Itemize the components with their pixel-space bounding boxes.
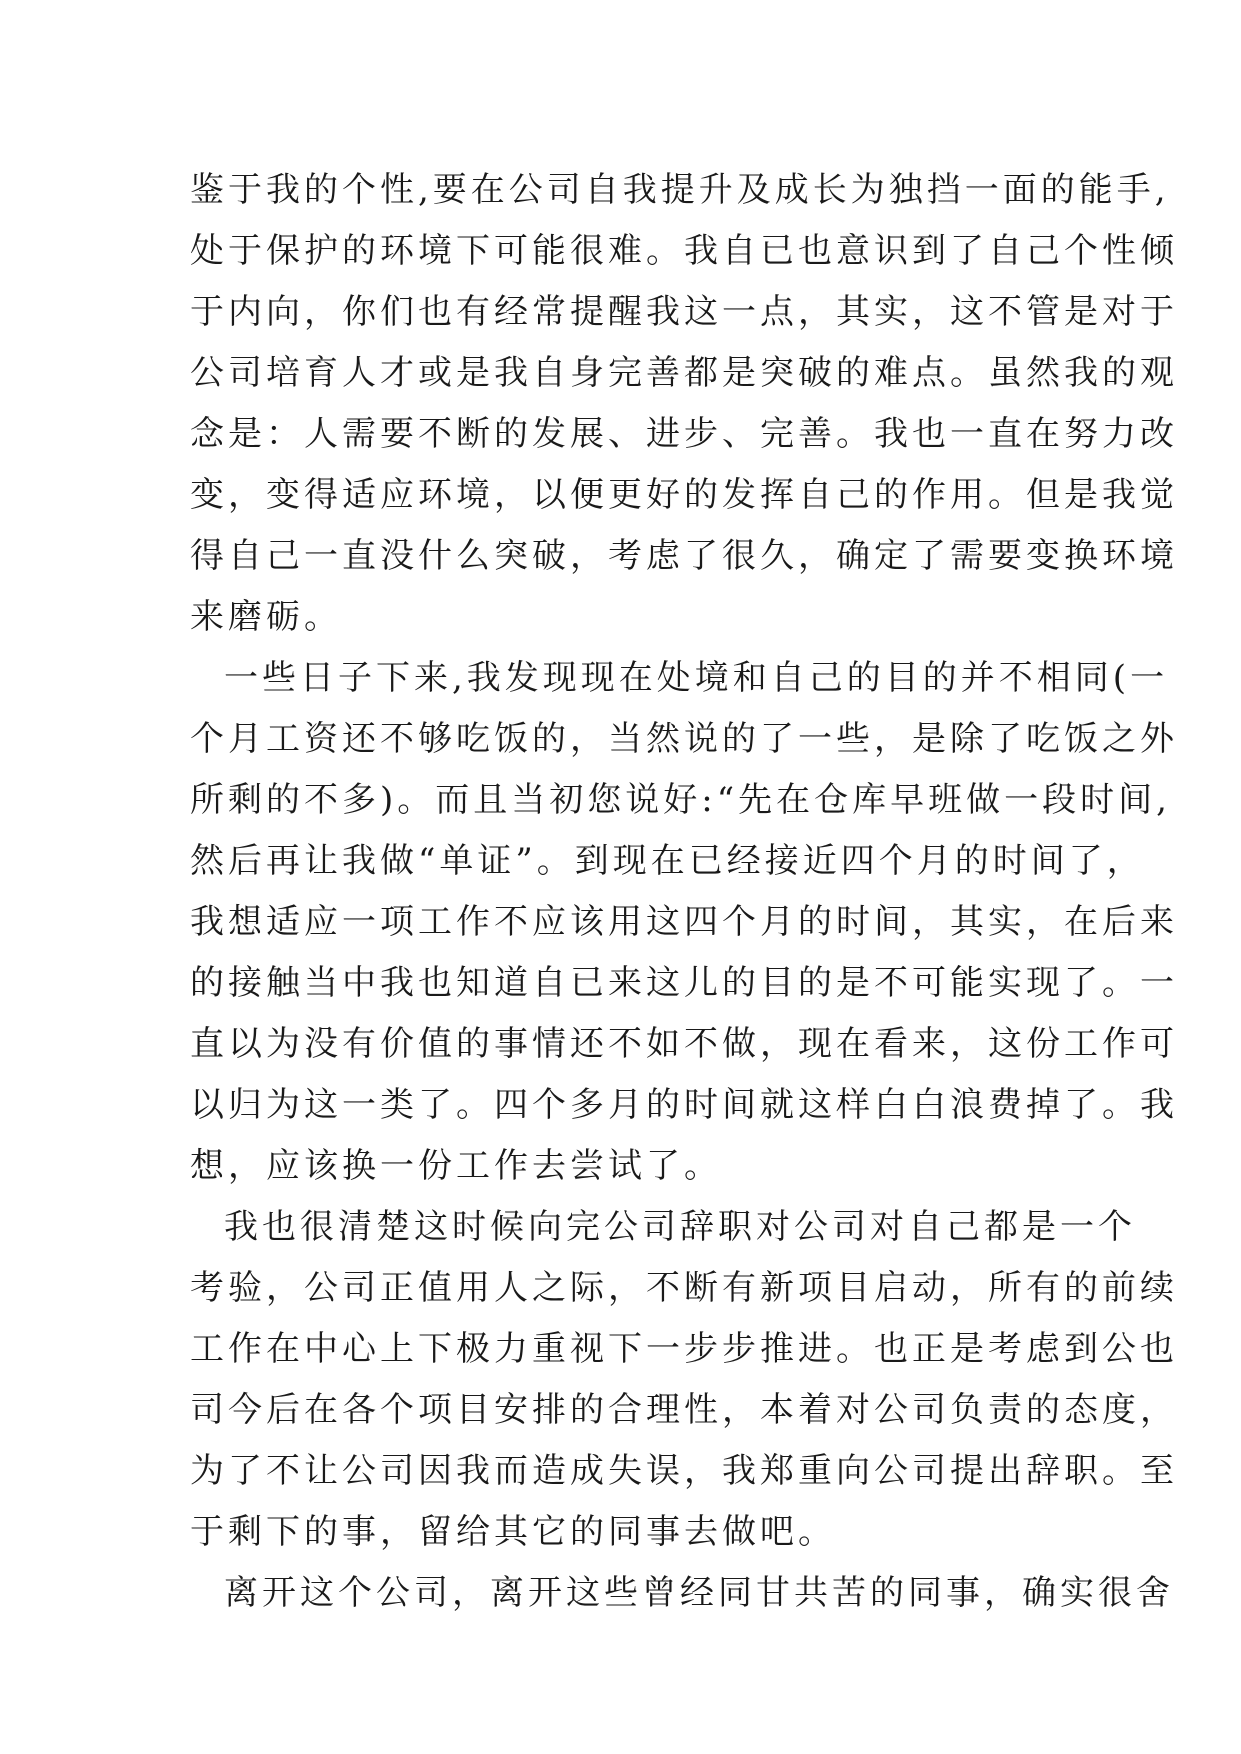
- text-line: 所剩的不多)。而且当初您说好:“先在仓库早班做一段时间,: [190, 780, 1171, 820]
- text-line: 变，变得适应环境，以便更好的发挥自己的作用。但是我觉: [190, 475, 1178, 515]
- text-line: 于内向，你们也有经常提醒我这一点，其实，这不管是对于: [190, 292, 1178, 332]
- text-line: 直以为没有价值的事情还不如不做，现在看来，这份工作可: [190, 1024, 1178, 1064]
- text-line: 我想适应一项工作不应该用这四个月的时间，其实，在后来: [190, 902, 1178, 942]
- paragraph-first-line: 我也很清楚这时候向完公司辞职对公司对自己都是一个: [224, 1207, 1136, 1247]
- text-line: 然后再让我做“单证”。到现在已经接近四个月的时间了，: [190, 841, 1145, 881]
- paragraph-first-line: 离开这个公司，离开这些曾经同甘共苦的同事，确实很舍: [224, 1573, 1174, 1613]
- text-line: 公司培育人才或是我自身完善都是突破的难点。虽然我的观: [190, 353, 1178, 393]
- text-line: 以归为这一类了。四个多月的时间就这样白白浪费掉了。我: [190, 1085, 1178, 1125]
- text-line: 考验，公司正值用人之际，不断有新项目启动，所有的前续: [190, 1268, 1178, 1308]
- paragraph-first-line: 一些日子下来,我发现现在处境和自己的目的并不相同(一: [224, 658, 1169, 698]
- text-line: 司今后在各个项目安排的合理性，本着对公司负责的态度，: [190, 1390, 1178, 1430]
- text-line: 工作在中心上下极力重视下一步步推进。也正是考虑到公也: [190, 1329, 1178, 1369]
- document-body: [190, 160, 1178, 1624]
- text-line: 来磨砺。: [190, 597, 342, 637]
- text-line: 为了不让公司因我而造成失误，我郑重向公司提出辞职。至: [190, 1451, 1178, 1491]
- text-line: 想，应该换一份工作去尝试了。: [190, 1146, 722, 1186]
- text-line: 鉴于我的个性,要在公司自我提升及成长为独挡一面的能手,: [190, 170, 1170, 210]
- text-line: 的接触当中我也知道自已来这儿的目的是不可能实现了。一: [190, 963, 1178, 1003]
- text-line: 于剩下的事，留给其它的同事去做吧。: [190, 1512, 836, 1552]
- text-line: 个月工资还不够吃饭的，当然说的了一些，是除了吃饭之外: [190, 719, 1178, 759]
- text-line: 处于保护的环境下可能很难。我自已也意识到了自己个性倾: [190, 231, 1178, 271]
- text-line: 得自己一直没什么突破，考虑了很久，确定了需要变换环境: [190, 536, 1178, 576]
- text-line: 念是：人需要不断的发展、进步、完善。我也一直在努力改: [190, 414, 1178, 454]
